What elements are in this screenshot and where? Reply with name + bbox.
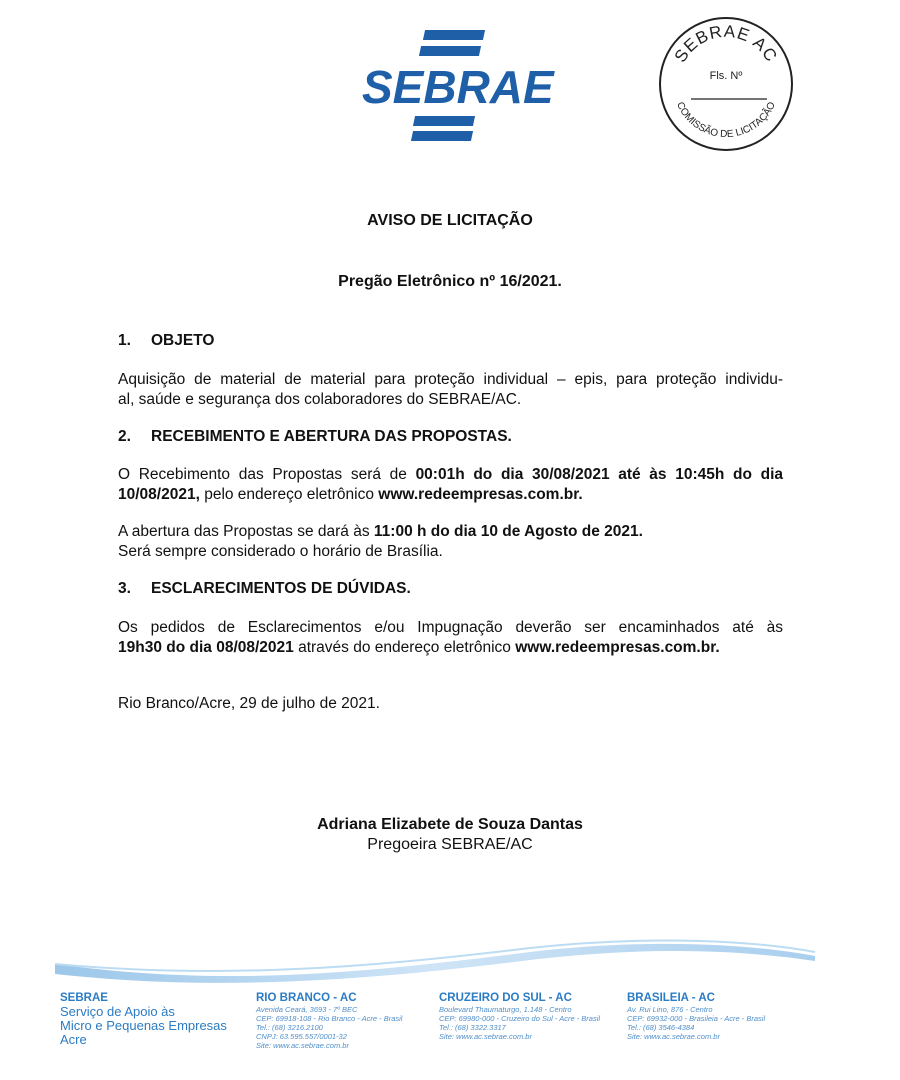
esclarecimentos-line-2: [118, 638, 720, 658]
footer-office-rio-branco: [256, 992, 402, 1050]
svg-text:COMISSÃO DE LICITAÇÃO: [674, 100, 778, 140]
footer-office-line: Tel.: (68) 3322.3317: [439, 1023, 506, 1032]
section-title: OBJETO: [151, 332, 215, 349]
footer-office-site: Site: www.ac.sebrae.com.br: [256, 1041, 349, 1050]
footer-office-line: CNPJ: 63.595.557/0001-32: [256, 1032, 347, 1041]
footer-office-line: CEP: 69980-000 - Cruzeiro do Sul - Acre - Brasil: [439, 1014, 601, 1023]
recebimento-text: O Recebimento das Propostas será de: [118, 466, 416, 483]
objeto-line-1: Aquisição de material de material para proteção individual – epis, para proteção individu-: [118, 371, 783, 388]
footer-org-line: Serviço de Apoio às: [60, 1004, 175, 1019]
footer-office-site: Site: www.ac.sebrae.com.br: [627, 1032, 720, 1041]
footer-office-line: Tel.: (68) 3216.2100: [256, 1023, 323, 1032]
signatory-role: Pregoeira SEBRAE/AC: [367, 836, 533, 853]
footer-office-line: CEP: 69918-108 - Rio Branco - Acre - Brasil: [256, 1014, 403, 1023]
section-heading: [118, 332, 214, 350]
footer-org-line: Micro e Pequenas Empresas: [60, 1018, 227, 1033]
recebimento-text-2: pelo endereço eletrônico: [199, 486, 379, 503]
section-number: 2.: [118, 428, 131, 445]
section-title: ESCLARECIMENTOS DE DÚVIDAS.: [151, 580, 411, 597]
commission-stamp: [657, 15, 795, 153]
signatory-name: Adriana Elizabete de Souza Dantas: [317, 816, 583, 833]
footer-office-line: Tel.: (68) 3546-4384: [627, 1023, 695, 1032]
footer-office-site: Site: www.ac.sebrae.com.br: [439, 1032, 532, 1041]
footer-office-name: RIO BRANCO - AC: [256, 992, 357, 1004]
footer-office-brasileia: [627, 992, 765, 1041]
abertura-line: [118, 522, 643, 542]
footer-office-line: Av. Rui Lino, 876 - Centro: [627, 1005, 713, 1014]
footer-office-line: CEP: 69932-000 - Brasileia - Acre - Brasil: [627, 1014, 766, 1023]
esclarecimentos-line-1: Os pedidos de Esclarecimentos e/ou Impugnação deverão ser encaminhados até às: [118, 619, 783, 636]
document-title: AVISO DE LICITAÇÃO: [367, 212, 533, 229]
footer-org: [60, 992, 227, 1047]
footer-org-line: Acre: [60, 1032, 87, 1047]
document-subtitle: Pregão Eletrônico nº 16/2021.: [338, 273, 562, 290]
stamp-bottom-text: COMISSÃO DE LICITAÇÃO: [674, 100, 778, 141]
esclarecimentos-deadline: 19h30 do dia 08/08/2021: [118, 639, 294, 656]
esclarecimentos-url: www.redeempresas.com.br.: [515, 639, 720, 656]
stamp-fls-label: Fls. Nº: [709, 70, 743, 82]
abertura-text: A abertura das Propostas se dará às: [118, 523, 374, 540]
footer-org-name: SEBRAE: [60, 992, 108, 1004]
footer-office-cruzeiro-do-sul: [439, 992, 600, 1041]
footer-office-line: Avenida Ceará, 3693 - 7º BEC: [256, 1005, 358, 1014]
section-title: RECEBIMENTO E ABERTURA DAS PROPOSTAS.: [151, 428, 512, 445]
date-line: Rio Branco/Acre, 29 de julho de 2021.: [118, 695, 380, 712]
logo-wordmark: SEBRAE: [362, 61, 554, 113]
section-heading: [118, 428, 512, 446]
footer-office-line: Boulevard Thaumaturgo, 1.148 - Centro: [439, 1005, 572, 1014]
section-number: 1.: [118, 332, 131, 349]
recebimento-dates: 00:01h do dia 30/08/2021 até às 10:45h do dia: [415, 466, 783, 483]
objeto-line-2: al, saúde e segurança dos colaboradores do SEBRAE/AC.: [118, 391, 522, 408]
abertura-datetime: 11:00 h do dia 10 de Agosto de 2021.: [373, 523, 643, 540]
footer-office-name: CRUZEIRO DO SUL - AC: [439, 992, 572, 1004]
stamp-top-text: SEBRAE AC: [670, 21, 782, 66]
section-number: 3.: [118, 580, 131, 597]
svg-text:SEBRAE AC: [671, 22, 782, 66]
footer-office-name: BRASILEIA - AC: [627, 992, 715, 1004]
sebrae-logo: [362, 30, 554, 142]
esclarecimentos-text: através do endereço eletrônico: [293, 639, 516, 656]
section-heading: [118, 580, 411, 598]
recebimento-end-date: 10/08/2021,: [118, 486, 200, 503]
horario-line: Será sempre considerado o horário de Brasília.: [118, 543, 443, 560]
footer-wave-decoration: [50, 930, 820, 990]
recebimento-line-2: [118, 485, 583, 505]
recebimento-line-1: [118, 465, 783, 485]
recebimento-url: www.redeempresas.com.br.: [378, 486, 583, 503]
